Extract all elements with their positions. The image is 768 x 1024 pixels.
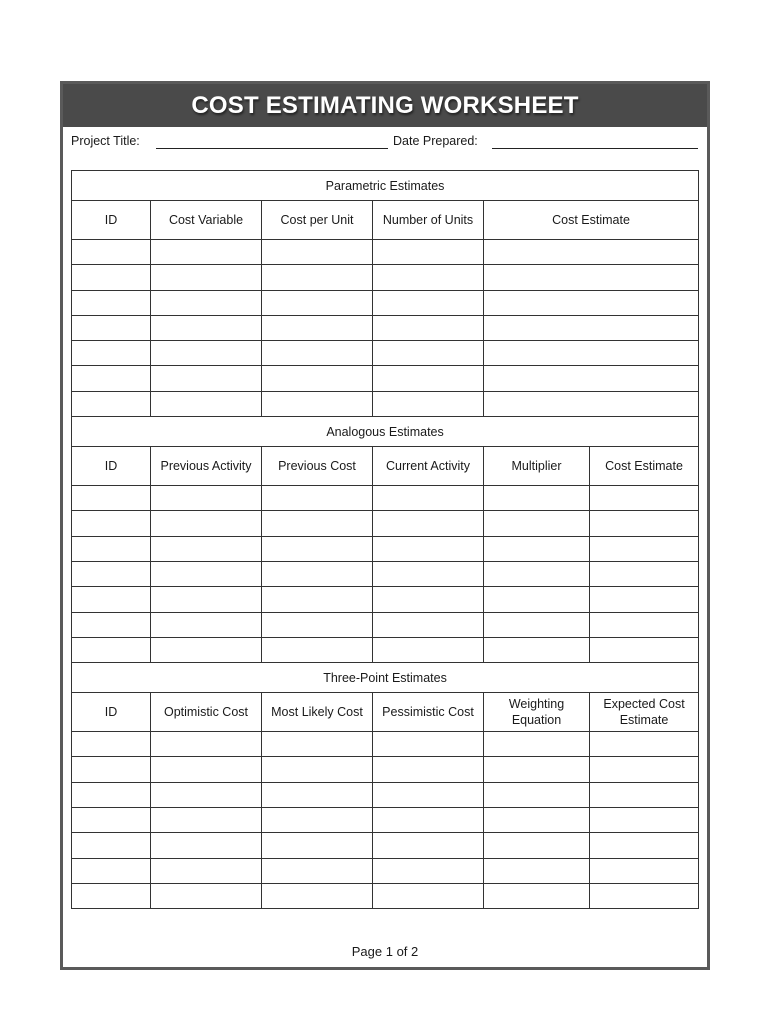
table-cell[interactable] (151, 290, 262, 315)
table-cell[interactable] (262, 536, 373, 561)
table-cell[interactable] (590, 833, 699, 858)
column-header: Cost Estimate (484, 201, 699, 240)
table-cell[interactable] (373, 858, 484, 883)
table-cell[interactable] (484, 561, 590, 586)
table-cell[interactable] (151, 315, 262, 340)
table-cell[interactable] (373, 637, 484, 662)
table-row (72, 757, 699, 782)
table-cell[interactable] (151, 391, 262, 416)
worksheet (60, 81, 710, 970)
table-cell[interactable] (373, 341, 484, 366)
column-header: Previous Cost (262, 447, 373, 486)
table-cell[interactable] (590, 757, 699, 782)
table-row (72, 612, 699, 637)
section-title: Three-Point Estimates (72, 663, 699, 693)
table-cell[interactable] (373, 757, 484, 782)
table-cell[interactable] (72, 637, 151, 662)
project-title-field[interactable] (156, 148, 388, 149)
table-row (72, 833, 699, 858)
table-cell[interactable] (262, 587, 373, 612)
table-cell[interactable] (590, 511, 699, 536)
table-cell[interactable] (151, 536, 262, 561)
table-cell[interactable] (72, 315, 151, 340)
table-cell[interactable] (151, 732, 262, 757)
table-cell[interactable] (590, 637, 699, 662)
table-cell[interactable] (151, 511, 262, 536)
table-cell[interactable] (590, 536, 699, 561)
table-row (72, 240, 699, 265)
section-header-analogous (72, 417, 699, 447)
table-row (72, 858, 699, 883)
table-cell[interactable] (262, 511, 373, 536)
table-cell[interactable] (262, 315, 373, 340)
table-cell[interactable] (373, 561, 484, 586)
column-header: ID (72, 201, 151, 240)
table-row (72, 637, 699, 662)
table-cell[interactable] (590, 883, 699, 908)
table-cell[interactable] (590, 561, 699, 586)
column-header: Cost Variable (151, 201, 262, 240)
table-cell[interactable] (373, 240, 484, 265)
table-cell[interactable] (262, 391, 373, 416)
table-cell[interactable] (72, 511, 151, 536)
table-cell[interactable] (262, 808, 373, 833)
table-cell[interactable] (484, 315, 699, 340)
table-cell[interactable] (151, 883, 262, 908)
table-cell[interactable] (262, 732, 373, 757)
table-cell[interactable] (72, 561, 151, 586)
table-row (72, 486, 699, 511)
table-cell[interactable] (373, 391, 484, 416)
table-cell[interactable] (151, 757, 262, 782)
table-cell[interactable] (72, 757, 151, 782)
table-cell[interactable] (262, 265, 373, 290)
page-number: Page 1 of 2 (351, 944, 419, 959)
table-cell[interactable] (72, 782, 151, 807)
table-cell[interactable] (484, 486, 590, 511)
column-header-row (72, 693, 699, 732)
table-row (72, 315, 699, 340)
table-cell[interactable] (151, 612, 262, 637)
table-row (72, 782, 699, 807)
table-cell[interactable] (72, 808, 151, 833)
table-row (72, 808, 699, 833)
table-cell[interactable] (373, 833, 484, 858)
table-cell[interactable] (484, 858, 590, 883)
table-cell[interactable] (262, 637, 373, 662)
table-cell[interactable] (484, 240, 699, 265)
column-header: Most Likely Cost (262, 693, 373, 732)
column-header: ID (72, 693, 151, 732)
table-cell[interactable] (151, 561, 262, 586)
table-cell[interactable] (151, 240, 262, 265)
table-cell[interactable] (373, 782, 484, 807)
table-cell[interactable] (262, 240, 373, 265)
table-row (72, 511, 699, 536)
table-cell[interactable] (72, 486, 151, 511)
date-prepared-field[interactable] (492, 148, 698, 149)
table-cell[interactable] (373, 486, 484, 511)
table-cell[interactable] (590, 587, 699, 612)
table-cell[interactable] (590, 782, 699, 807)
table-row (72, 290, 699, 315)
table-cell[interactable] (484, 883, 590, 908)
table-cell[interactable] (484, 366, 699, 391)
table-cell[interactable] (373, 366, 484, 391)
table-cell[interactable] (484, 511, 590, 536)
table-cell[interactable] (151, 637, 262, 662)
table-cell[interactable] (484, 833, 590, 858)
table-row (72, 561, 699, 586)
table-cell[interactable] (262, 612, 373, 637)
table-cell[interactable] (72, 366, 151, 391)
table-cell[interactable] (484, 587, 590, 612)
table-cell[interactable] (72, 612, 151, 637)
table-cell[interactable] (373, 883, 484, 908)
table-cell[interactable] (151, 782, 262, 807)
table-cell[interactable] (590, 732, 699, 757)
table-cell[interactable] (151, 486, 262, 511)
section-header-parametric (72, 171, 699, 201)
table-cell[interactable] (590, 808, 699, 833)
column-header: Pessimistic Cost (373, 693, 484, 732)
date-prepared-label: Date Prepared: (393, 134, 478, 148)
table-cell[interactable] (484, 637, 590, 662)
table-cell[interactable] (373, 612, 484, 637)
table-cell[interactable] (373, 587, 484, 612)
table-cell[interactable] (72, 290, 151, 315)
table-cell[interactable] (373, 808, 484, 833)
table-row (72, 732, 699, 757)
table-cell[interactable] (72, 833, 151, 858)
table-row (72, 883, 699, 908)
table-cell[interactable] (72, 858, 151, 883)
column-header: Previous Activity (151, 447, 262, 486)
table-cell[interactable] (262, 883, 373, 908)
column-header: Current Activity (373, 447, 484, 486)
section-title: Analogous Estimates (72, 417, 699, 447)
table-cell[interactable] (72, 536, 151, 561)
table-cell[interactable] (373, 536, 484, 561)
table-cell[interactable] (262, 757, 373, 782)
project-title-label: Project Title: (71, 134, 140, 148)
table-cell[interactable] (151, 808, 262, 833)
table-cell[interactable] (484, 808, 590, 833)
table-cell[interactable] (484, 782, 590, 807)
project-meta (71, 134, 699, 150)
column-header: Optimistic Cost (151, 693, 262, 732)
table-row (72, 391, 699, 416)
table-cell[interactable] (590, 858, 699, 883)
table-cell[interactable] (151, 341, 262, 366)
table-cell[interactable] (590, 486, 699, 511)
table-cell[interactable] (262, 341, 373, 366)
table-cell[interactable] (590, 612, 699, 637)
table-cell[interactable] (262, 486, 373, 511)
table-cell[interactable] (484, 732, 590, 757)
table-cell[interactable] (151, 833, 262, 858)
table-cell[interactable] (151, 265, 262, 290)
table-cell[interactable] (262, 833, 373, 858)
table-row (72, 341, 699, 366)
table-cell[interactable] (484, 265, 699, 290)
table-cell[interactable] (262, 858, 373, 883)
column-header: Expected Cost Estimate (590, 693, 699, 732)
column-header: Weighting Equation (484, 693, 590, 732)
table-cell[interactable] (484, 536, 590, 561)
table-cell[interactable] (151, 858, 262, 883)
table-cell[interactable] (262, 290, 373, 315)
section-header-three-point (72, 663, 699, 693)
table-cell[interactable] (72, 883, 151, 908)
table-cell[interactable] (484, 391, 699, 416)
table-cell[interactable] (484, 341, 699, 366)
column-header: Number of Units (373, 201, 484, 240)
table-cell[interactable] (484, 757, 590, 782)
estimates-table (71, 170, 699, 909)
table-cell[interactable] (151, 366, 262, 391)
column-header: Cost per Unit (262, 201, 373, 240)
table-cell[interactable] (72, 587, 151, 612)
column-header-row (72, 447, 699, 486)
table-cell[interactable] (72, 391, 151, 416)
table-cell[interactable] (72, 265, 151, 290)
column-header: Multiplier (484, 447, 590, 486)
table-row (72, 536, 699, 561)
table-cell[interactable] (262, 366, 373, 391)
table-cell[interactable] (373, 511, 484, 536)
table-cell[interactable] (72, 341, 151, 366)
table-cell[interactable] (373, 265, 484, 290)
table-row (72, 265, 699, 290)
table-cell[interactable] (373, 290, 484, 315)
column-header: Cost Estimate (590, 447, 699, 486)
column-header-row (72, 201, 699, 240)
table-cell[interactable] (484, 290, 699, 315)
table-cell[interactable] (373, 315, 484, 340)
table-cell[interactable] (72, 240, 151, 265)
section-title: Parametric Estimates (72, 171, 699, 201)
table-cell[interactable] (262, 561, 373, 586)
table-cell[interactable] (262, 782, 373, 807)
worksheet-title: COST ESTIMATING WORKSHEET (63, 84, 707, 127)
table-cell[interactable] (72, 732, 151, 757)
table-cell[interactable] (151, 587, 262, 612)
table-cell[interactable] (484, 612, 590, 637)
table-row (72, 366, 699, 391)
table-cell[interactable] (373, 732, 484, 757)
column-header: ID (72, 447, 151, 486)
table-row (72, 587, 699, 612)
